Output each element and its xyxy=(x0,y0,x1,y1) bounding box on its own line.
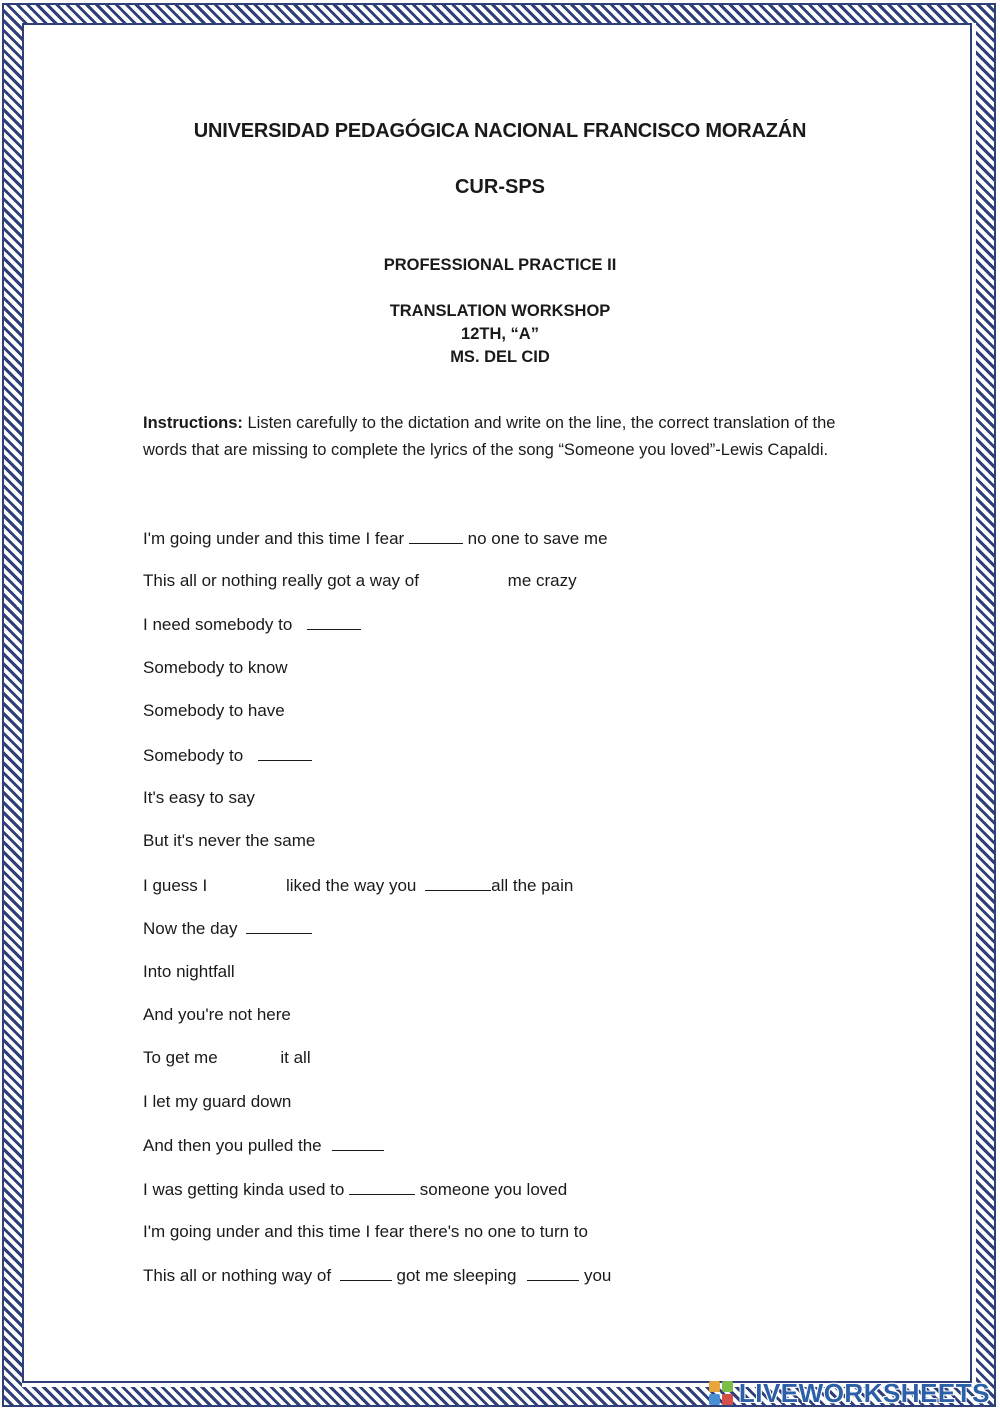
lyric-text: liked the way you xyxy=(285,876,422,895)
lyric-line-17 xyxy=(143,1221,588,1243)
lyric-text: But it's never the same xyxy=(143,831,316,850)
answer-blank[interactable] xyxy=(349,1178,415,1195)
lyric-text: It's easy to say xyxy=(143,788,255,807)
lyric-text: Somebody to have xyxy=(143,701,285,720)
answer-blank[interactable] xyxy=(307,613,361,630)
answer-blank[interactable] xyxy=(340,1264,392,1281)
lyric-text: got me sleeping xyxy=(391,1266,522,1285)
lyric-line-14 xyxy=(143,1091,291,1113)
lyric-line-5 xyxy=(143,700,285,722)
answer-blank[interactable] xyxy=(332,1134,384,1151)
lyric-line-1 xyxy=(143,527,608,549)
lyric-line-7 xyxy=(143,787,255,809)
lyric-text: no one to save me xyxy=(462,529,608,548)
lyric-line-15 xyxy=(143,1134,384,1156)
lyric-text: This all or nothing way of xyxy=(143,1266,336,1285)
lyric-line-10 xyxy=(143,917,312,939)
lyric-text: I'm going under and this time I fear there's no one to turn to xyxy=(143,1222,588,1241)
lyric-line-9 xyxy=(143,874,573,896)
course-title: PROFESSIONAL PRACTICE II xyxy=(383,256,617,274)
instructions xyxy=(143,410,863,464)
lyric-text: Into nightfall xyxy=(143,962,235,981)
lyric-line-4 xyxy=(143,657,288,679)
lyric-text: To get me xyxy=(143,1048,223,1067)
answer-blank[interactable] xyxy=(246,917,312,934)
teacher-name: MS. DEL CID xyxy=(450,348,550,366)
lyric-text: I need somebody to xyxy=(143,615,298,634)
lyric-line-2 xyxy=(143,570,577,592)
liveworksheets-logo-icon xyxy=(709,1381,735,1405)
lyric-line-12 xyxy=(143,1004,291,1026)
lyric-line-16 xyxy=(143,1178,567,1200)
campus-title: CUR-SPS xyxy=(454,176,545,198)
lyric-text: it all xyxy=(280,1048,311,1067)
instructions-text: Listen carefully to the dictation and write on the line, the correct translation of the words that are missing to complete the lyrics of the song “Someone you loved”-Lewis Capaldi. xyxy=(143,414,836,459)
instructions-label: Instructions: xyxy=(143,414,243,432)
lyric-line-8 xyxy=(143,830,315,852)
lyric-text: me crazy xyxy=(507,571,577,590)
lyric-text: I was getting kinda used to xyxy=(143,1180,350,1199)
lyric-text: And you're not here xyxy=(143,1005,291,1024)
lyric-text: Somebody to xyxy=(143,746,248,765)
lyric-text: This all or nothing really got a way of xyxy=(143,571,424,590)
lyric-line-13 xyxy=(143,1047,311,1069)
answer-blank[interactable] xyxy=(527,1264,579,1281)
lyric-text: I'm going under and this time I fear xyxy=(143,529,409,548)
lyric-text: I let my guard down xyxy=(143,1092,292,1111)
lyric-text: someone you loved xyxy=(415,1180,568,1199)
workshop-title: TRANSLATION WORKSHOP xyxy=(389,302,611,320)
lyric-line-11 xyxy=(143,961,235,983)
lyric-text: you xyxy=(579,1266,612,1285)
grade-label: 12TH, “A” xyxy=(461,325,539,343)
answer-blank[interactable] xyxy=(409,527,463,544)
lyric-text: Somebody to know xyxy=(143,658,288,677)
answer-blank[interactable] xyxy=(425,874,491,891)
liveworksheets-watermark xyxy=(709,1378,990,1408)
lyric-text: Now the day xyxy=(143,919,243,938)
lyric-text: all the pain xyxy=(491,876,574,895)
lyric-text: I guess I xyxy=(143,876,212,895)
answer-blank[interactable] xyxy=(258,744,312,761)
lyric-line-18 xyxy=(143,1264,611,1286)
lyric-text: And then you pulled the xyxy=(143,1136,327,1155)
university-title: UNIVERSIDAD PEDAGÓGICA NACIONAL FRANCISCO MORAZÁN xyxy=(193,120,807,142)
watermark-text: LIVEWORKSHEETS xyxy=(738,1377,990,1408)
lyric-line-3 xyxy=(143,613,361,635)
lyric-line-6 xyxy=(143,744,312,766)
